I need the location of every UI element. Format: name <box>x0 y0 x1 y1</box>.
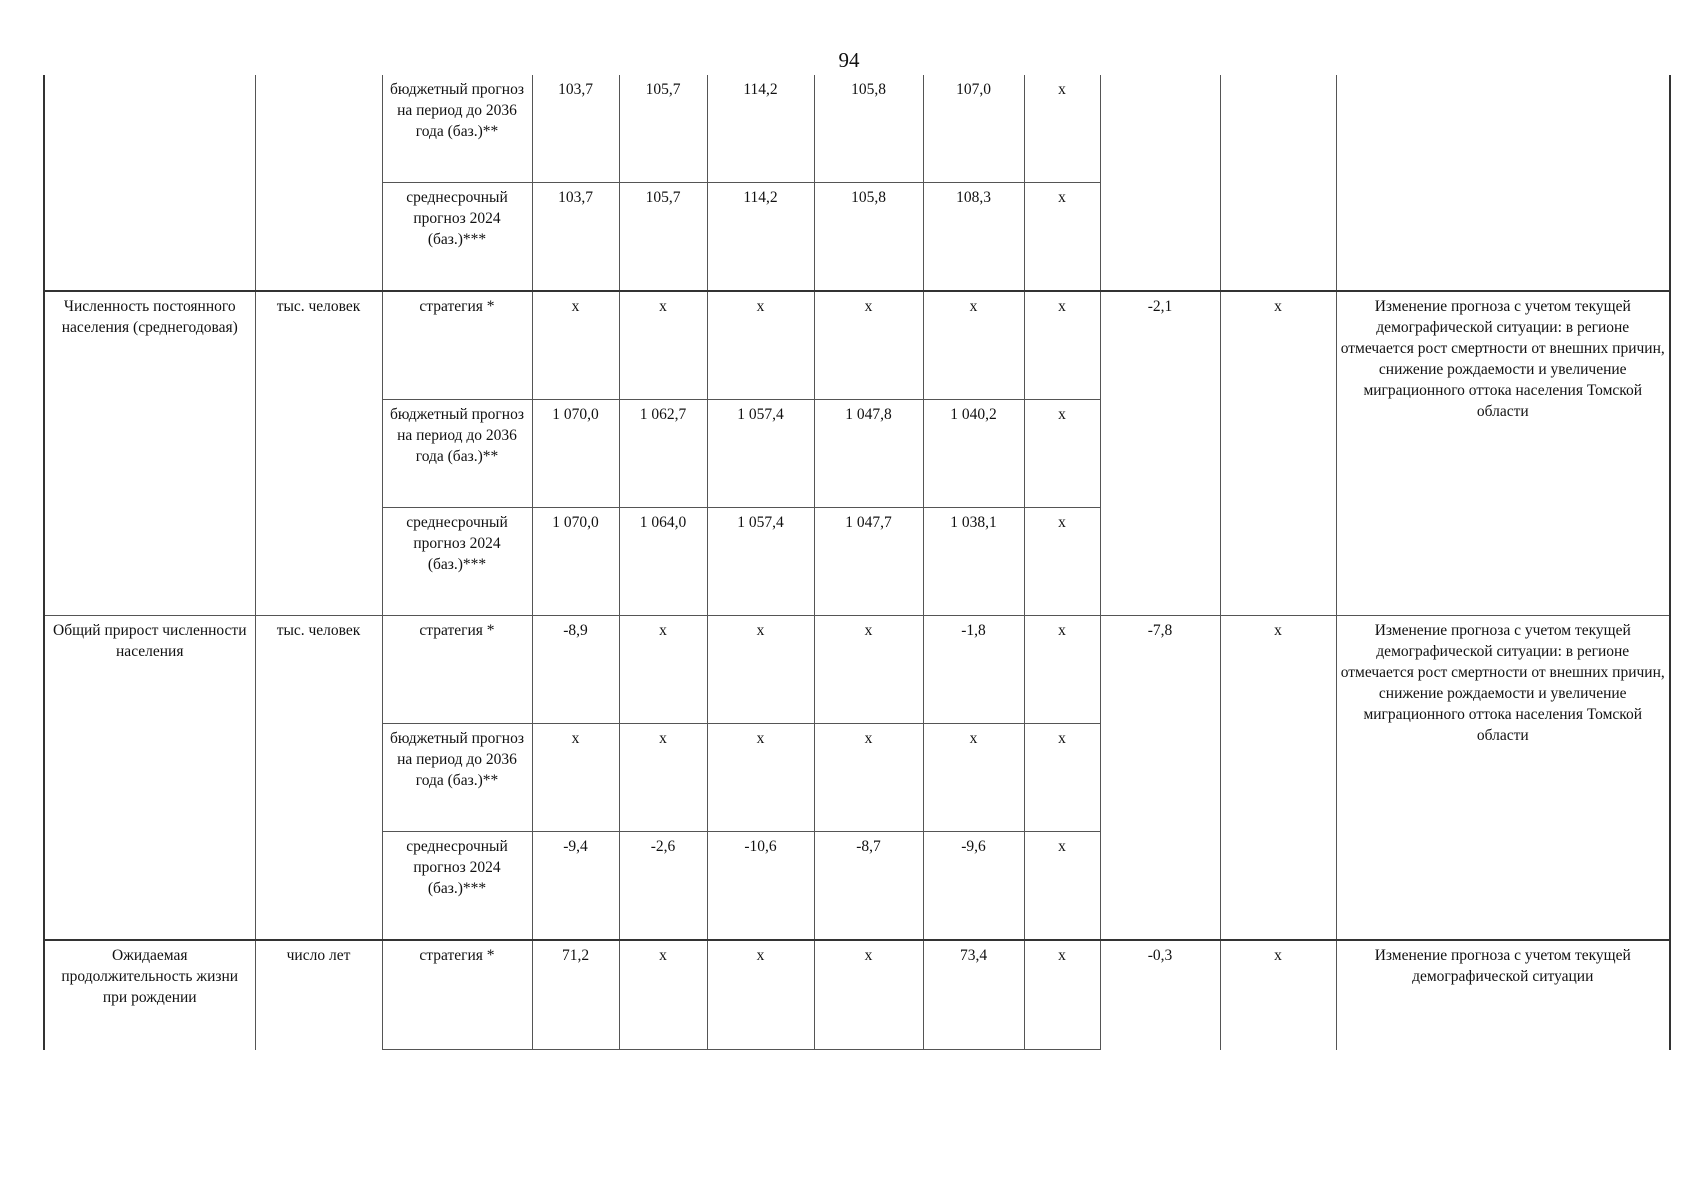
comment-text: Изменение прогноза с учетом текущей демографической ситуации: в регионе отмечается рост смертности от внешних причин, снижение рождаемости и увеличение миграционного оттока населения Томской области <box>1336 291 1670 616</box>
value-cell: х <box>619 724 707 832</box>
value-cell: 1 057,4 <box>707 508 814 616</box>
value-cell: 103,7 <box>532 183 619 292</box>
deviation2-cell <box>1220 75 1336 291</box>
deviation2-value: х <box>1220 616 1336 941</box>
page-number: 94 <box>838 48 860 72</box>
value-cell: 73,4 <box>923 940 1024 1050</box>
deviation-value: -2,1 <box>1100 291 1220 616</box>
forecast-type-label: среднесрочный прогноз 2024 (баз.)*** <box>382 832 532 941</box>
indicator-name: Численность постоянного населения (среднегодовая) <box>44 291 255 616</box>
value-cell: 1 062,7 <box>619 400 707 508</box>
forecast-table <box>43 75 1671 1050</box>
value-cell: 1 040,2 <box>923 400 1024 508</box>
value-cell: х <box>1024 183 1100 292</box>
value-cell: х <box>814 940 923 1050</box>
table-row <box>44 940 1670 1050</box>
indicator-unit: тыс. человек <box>255 291 382 616</box>
value-cell: 1 047,7 <box>814 508 923 616</box>
value-cell: х <box>923 724 1024 832</box>
value-cell: 105,7 <box>619 75 707 183</box>
deviation-value: -0,3 <box>1100 940 1220 1050</box>
value-cell: х <box>619 616 707 724</box>
indicator-unit: тыс. человек <box>255 616 382 941</box>
value-cell: 1 047,8 <box>814 400 923 508</box>
value-cell: 1 057,4 <box>707 400 814 508</box>
table-row <box>44 75 1670 183</box>
value-cell: х <box>707 724 814 832</box>
value-cell: х <box>707 616 814 724</box>
forecast-type-label: бюджетный прогноз на период до 2036 года (баз.)** <box>382 724 532 832</box>
comment-text: Изменение прогноза с учетом текущей демографической ситуации <box>1336 940 1670 1050</box>
value-cell: х <box>814 291 923 400</box>
value-cell: 108,3 <box>923 183 1024 292</box>
unit-cell <box>255 75 382 291</box>
value-cell: х <box>1024 508 1100 616</box>
value-cell: 105,8 <box>814 183 923 292</box>
value-cell: 114,2 <box>707 75 814 183</box>
deviation-cell <box>1100 75 1220 291</box>
value-cell: х <box>1024 75 1100 183</box>
value-cell: х <box>707 291 814 400</box>
comment-cell <box>1336 75 1670 291</box>
value-cell: 1 070,0 <box>532 400 619 508</box>
table-row <box>44 616 1670 724</box>
forecast-type-label: стратегия * <box>382 940 532 1050</box>
value-cell: -1,8 <box>923 616 1024 724</box>
value-cell: -9,4 <box>532 832 619 941</box>
value-cell: -9,6 <box>923 832 1024 941</box>
value-cell: 1 070,0 <box>532 508 619 616</box>
value-cell: 1 038,1 <box>923 508 1024 616</box>
value-cell: -8,7 <box>814 832 923 941</box>
value-cell: 105,7 <box>619 183 707 292</box>
forecast-type-label: стратегия * <box>382 616 532 724</box>
value-cell: 107,0 <box>923 75 1024 183</box>
value-cell: 105,8 <box>814 75 923 183</box>
value-cell: х <box>1024 400 1100 508</box>
value-cell: х <box>1024 724 1100 832</box>
value-cell: 1 064,0 <box>619 508 707 616</box>
indicator-name-cell <box>44 75 255 291</box>
value-cell: -2,6 <box>619 832 707 941</box>
deviation-value: -7,8 <box>1100 616 1220 941</box>
value-cell: х <box>1024 616 1100 724</box>
value-cell: 114,2 <box>707 183 814 292</box>
value-cell: 103,7 <box>532 75 619 183</box>
value-cell: 71,2 <box>532 940 619 1050</box>
value-cell: х <box>532 291 619 400</box>
forecast-type-label: стратегия * <box>382 291 532 400</box>
value-cell: х <box>814 724 923 832</box>
value-cell: -10,6 <box>707 832 814 941</box>
forecast-type-label: бюджетный прогноз на период до 2036 года (баз.)** <box>382 400 532 508</box>
indicator-unit: число лет <box>255 940 382 1050</box>
value-cell: х <box>619 940 707 1050</box>
indicator-name: Общий прирост численности населения <box>44 616 255 941</box>
value-cell: -8,9 <box>532 616 619 724</box>
deviation2-value: х <box>1220 291 1336 616</box>
comment-text: Изменение прогноза с учетом текущей демографической ситуации: в регионе отмечается рост смертности от внешних причин, снижение рождаемости и увеличение миграционного оттока населения Томской области <box>1336 616 1670 941</box>
value-cell: х <box>707 940 814 1050</box>
indicator-name: Ожидаемая продолжительность жизни при рождении <box>44 940 255 1050</box>
value-cell: х <box>1024 940 1100 1050</box>
value-cell: х <box>532 724 619 832</box>
forecast-type-label: бюджетный прогноз на период до 2036 года (баз.)** <box>382 75 532 183</box>
value-cell: х <box>814 616 923 724</box>
value-cell: х <box>619 291 707 400</box>
table-row <box>44 291 1670 400</box>
forecast-type-label: среднесрочный прогноз 2024 (баз.)*** <box>382 183 532 292</box>
value-cell: х <box>1024 291 1100 400</box>
value-cell: х <box>923 291 1024 400</box>
forecast-type-label: среднесрочный прогноз 2024 (баз.)*** <box>382 508 532 616</box>
deviation2-value: х <box>1220 940 1336 1050</box>
value-cell: х <box>1024 832 1100 941</box>
